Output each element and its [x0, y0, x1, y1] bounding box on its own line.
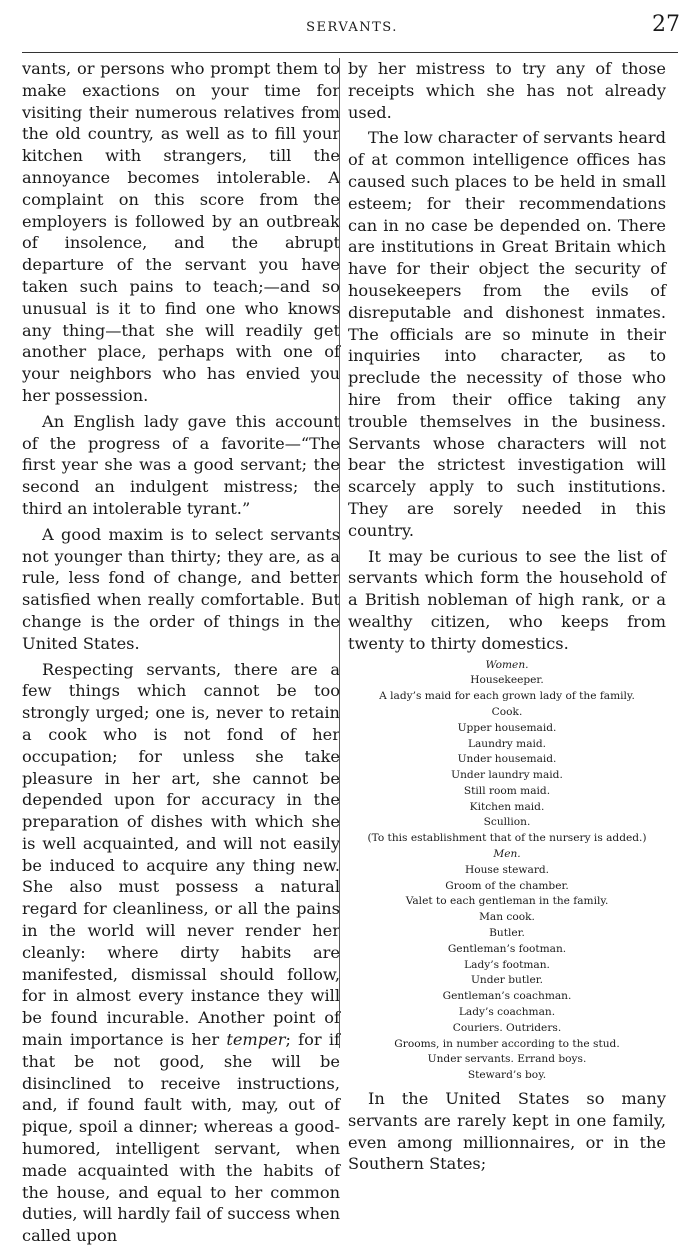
page-header: [22, 0, 682, 46]
list-item: Cook.: [491, 705, 523, 718]
left-column: [22, 58, 340, 1247]
paragraph: The low character of servants heard of at common intelligence offices has caused such places to be held in small esteem; for their recommendations can in no case be depended on. There are institutions in Great Britain which have for their object the security of housekeepers from the evils of disreputable and dishonest inmates. The officials are so minute in their inquiries into character, as to preclude the necessity of those who hire from their office taking any trouble themselves in the business. Servants whose characters will not bear the strictest investigation will scarcely apply to such institutions. They are sorely needed in this country.: [348, 128, 666, 540]
page-number: 27: [652, 12, 680, 37]
list-item: Lady’s footman.: [464, 958, 550, 971]
emphasis-temper: temper: [226, 1030, 286, 1050]
running-head: SERVANTS.: [306, 20, 398, 35]
list-item: Steward’s boy.: [467, 1069, 547, 1082]
right-column: [348, 58, 666, 1175]
list-item: Valet to each gentleman in the family.: [405, 895, 609, 908]
women-heading: Women.: [485, 658, 529, 671]
list-item: Upper housemaid.: [457, 721, 557, 734]
list-item: Laundry maid.: [467, 737, 547, 750]
paragraph: [22, 659, 340, 1247]
list-item: Gentleman’s coachman.: [442, 990, 572, 1003]
paragraph: vants, or persons who prompt them to make exactions on your time for visiting their numerous relatives from the old country, as well as to fill your kitchen with strangers, till the annoyance becomes intolerable. A complaint on this score from the employers is followed by an outbreak of insolence, and the abrupt departure of the servant you have taken such pains to teach;—and so unusual is it to find one who knows any thing—that she will readily get another place, perhaps with one of your neighbors who has envied you her possession.: [22, 59, 340, 405]
list-item: Grooms, in number according to the stud.: [394, 1037, 620, 1050]
list-item: Couriers. Outriders.: [452, 1021, 562, 1034]
list-item: Butler.: [489, 927, 525, 940]
list-item: Man cook.: [479, 911, 535, 924]
list-item: Still room maid.: [463, 784, 551, 797]
list-item: A lady’s maid for each grown lady of the family.: [379, 690, 635, 703]
paragraph: An English lady gave this account of the progress of a favorite—“The first year she was a good servant; the second an indulgent mistress; the third an intolerable tyrant.”: [22, 411, 340, 518]
list-item: Groom of the chamber.: [445, 879, 569, 892]
household-list: [348, 658, 666, 1085]
list-item: Kitchen maid.: [469, 800, 545, 813]
paragraph-text: ; for if that be not good, she will be disinclined to receive instructions, and, if found fault with, may, out of pique, spoil a dinner; whereas a good-humored, intelligent servant, when made acquainted with the habits of the house, and equal to her common duties, will hardly fail of success when called upon: [22, 1030, 340, 1246]
paragraph-text: Respecting servants, there are a few things which cannot be too strongly urged; one is, never to retain a cook who is not fond of her occupation; for unless she take pleasure in her art, she cannot be depended upon for accuracy in the preparation of dishes with which she is well acquainted, and will not easily be induced to acquire any thing new. She also must possess a natural regard for cleanliness, or all the pains in the world will never render her cleanly: where dirty habits are manifested, dismissal should follow, for in almost every instance they will be found incurable. Another point of main importance is her: [22, 659, 340, 1050]
paragraph: It may be curious to see the list of servants which form the household of a British nobleman of high rank, or a wealthy citizen, who keeps from twenty to thirty domestics.: [348, 546, 666, 653]
list-item: Gentleman’s footman.: [447, 942, 567, 955]
nursery-note: (To this establishment that of the nursery is added.): [367, 832, 647, 845]
list-item: House steward.: [464, 863, 550, 876]
list-item: Under servants. Errand boys.: [427, 1053, 587, 1066]
list-item: Lady’s coachman.: [458, 1006, 556, 1019]
list-item: Scullion.: [483, 816, 531, 829]
men-heading: Men.: [493, 848, 521, 861]
paragraph: by her mistress to try any of those receipts which she has not already used.: [348, 59, 666, 122]
list-item: Under butler.: [470, 974, 544, 987]
list-item: Housekeeper.: [470, 674, 544, 687]
list-item: Under housemaid.: [457, 753, 557, 766]
paragraph: A good maxim is to select servants not younger than thirty; they are, as a rule, less fond of change, and better satisfied when really comfortable. But change is the order of things in the United States.: [22, 524, 340, 653]
column-divider: [339, 58, 340, 1048]
header-rule: [22, 52, 678, 53]
paragraph: In the United States so many servants are rarely kept in one family, even among millionnaires, or in the Southern States;: [348, 1089, 666, 1174]
list-item: Under laundry maid.: [451, 769, 563, 782]
